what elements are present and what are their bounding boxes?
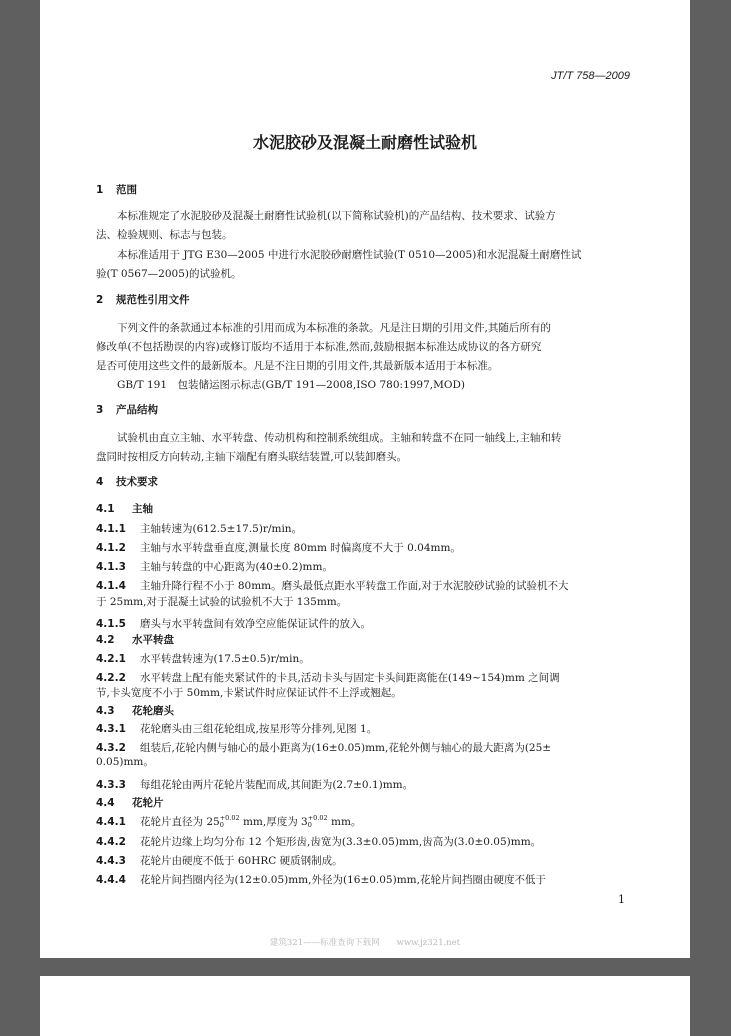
clause-4-2-1 [96, 651, 310, 666]
clause-4-4-2 [96, 834, 541, 849]
clause-number: 4.4.3 [96, 855, 126, 867]
clause-number: 4.1.5 [96, 618, 126, 630]
clause-4-4-4 [96, 872, 546, 887]
clause-4-3-2-continuation: 0.05)mm。 [96, 756, 154, 768]
clause-4-1-1 [96, 521, 302, 536]
clause-text: 花轮片直径为 25 [140, 816, 220, 828]
s1-paragraph-2-line-1: 本标准适用于 JTG E30—2005 中进行水泥胶砂耐磨性试验(T 0510—2005)和水泥混凝土耐磨性试 [117, 249, 582, 261]
clause-text: 组装后,花轮内侧与轴心的最小距离为(16±0.05)mm,花轮外侧与轴心的最大距离为(25± [140, 742, 552, 754]
section-title: 技术要求 [116, 476, 158, 488]
clause-4-1-4-continuation: 于 25mm,对于混凝土试验的试验机不大于 135mm。 [96, 596, 348, 608]
subsection-title: 水平转盘 [132, 634, 174, 646]
page-number: 1 [618, 893, 625, 906]
section-title: 产品结构 [116, 404, 158, 416]
clause-4-4-3 [96, 853, 343, 868]
clause-4-1-4 [96, 578, 568, 593]
clause-number: 4.3.2 [96, 742, 126, 754]
clause-number: 4.2.2 [96, 672, 126, 684]
section-2-heading [96, 292, 190, 307]
clause-number: 4.3.3 [96, 779, 126, 791]
section-4-heading [96, 474, 158, 489]
clause-text: 主轴升降行程不小于 80mm。磨头最低点距水平转盘工作面,对于水泥胶砂试验的试验机不大 [140, 580, 569, 592]
tolerance-upper: +0.02 [219, 814, 240, 822]
tolerance-upper: +0.02 [307, 814, 328, 822]
watermark-footer: 建筑321——标准查询下载网 www.jz321.net [269, 938, 461, 948]
section-3-heading [96, 402, 158, 417]
s2-paragraph-line-3: 是否可使用这些文件的最新版本。凡是不注日期的引用文件,其最新版本适用于本标准。 [96, 360, 499, 372]
clause-text: 花轮片由硬度不低于 60HRC 硬质钢制成。 [140, 855, 343, 867]
subsection-4-4-heading [96, 795, 164, 810]
subsection-4-1-heading [96, 501, 153, 516]
clause-number: 4.1.4 [96, 580, 126, 592]
clause-number: 4.4.1 [96, 816, 126, 828]
s1-paragraph-1-line-2: 法、检验规则、标志与包装。 [96, 229, 233, 241]
clause-text: 主轴与转盘的中心距离为(40±0.2)mm。 [140, 561, 333, 573]
clause-text: 花轮磨头由三组花轮组成,按星形等分排列,见图 1。 [140, 723, 378, 735]
clause-text: mm。 [327, 816, 362, 828]
section-title: 范围 [116, 184, 137, 196]
clause-text: 主轴转速为(612.5±17.5)r/min。 [140, 523, 303, 535]
subsection-title: 花轮片 [132, 797, 164, 809]
clause-number: 4.3.1 [96, 723, 126, 735]
document-title: 水泥胶砂及混凝土耐磨性试验机 [252, 133, 477, 152]
clause-number: 4.2.1 [96, 653, 126, 665]
subsection-number: 4.2 [96, 634, 115, 646]
subsection-title: 主轴 [132, 503, 153, 515]
clause-text: 主轴与水平转盘垂直度,测量长度 80mm 时偏离度不大于 0.04mm。 [140, 542, 461, 554]
section-number: 3 [96, 404, 104, 416]
subsection-title: 花轮磨头 [132, 705, 174, 717]
section-1-heading [96, 182, 137, 197]
clause-4-1-2 [96, 540, 461, 555]
clause-text: 花轮片间挡圈内径为(12±0.05)mm,外径为(16±0.05)mm,花轮片间挡圈由硬度不低于 [140, 874, 546, 886]
clause-text: 磨头与水平转盘间有效净空应能保证试件的放入。 [140, 618, 371, 630]
clause-4-4-1 [96, 814, 361, 829]
clause-4-3-3 [96, 777, 413, 792]
clause-number: 4.1.3 [96, 561, 126, 573]
s1-paragraph-2-line-2: 验(T 0567—2005)的试验机。 [96, 268, 242, 280]
document-page [40, 0, 690, 958]
clause-text: 水平转盘转速为(17.5±0.5)r/min。 [140, 653, 310, 665]
section-number: 4 [96, 476, 104, 488]
tolerance-lower: 0 [307, 821, 312, 829]
clause-number: 4.4.2 [96, 836, 126, 848]
clause-text: 花轮片边缘上均匀分布 12 个矩形齿,齿宽为(3.3±0.05)mm,齿高为(3.0±0.05)mm。 [140, 836, 542, 848]
next-page-edge [40, 976, 690, 1036]
section-title: 规范性引用文件 [116, 294, 190, 306]
clause-number: 4.1.1 [96, 523, 126, 535]
s1-paragraph-1-line-1: 本标准规定了水泥胶砂及混凝土耐磨性试验机(以下简称试验机)的产品结构、技术要求、试验方 [117, 210, 556, 222]
subsection-number: 4.1 [96, 503, 115, 515]
s2-paragraph-line-2: 修改单(不包括勘误的内容)或修订版均不适用于本标准,然而,鼓励根据本标准达成协议的各方研究 [96, 341, 542, 353]
subsection-number: 4.3 [96, 705, 115, 717]
clause-4-1-3 [96, 559, 333, 574]
clause-text: 每组花轮由两片花轮片装配而成,其间距为(2.7±0.1)mm。 [140, 779, 414, 791]
clause-number: 4.1.2 [96, 542, 126, 554]
subsection-4-3-heading [96, 703, 174, 718]
s2-normative-reference: GB/T 191 包装储运图示标志(GB/T 191—2008,ISO 780:1997,MOD) [117, 379, 466, 391]
clause-text: mm,厚度为 3 [239, 816, 308, 828]
clause-text: 水平转盘上配有能夹紧试件的卡具,活动卡头与固定卡头间距离能在(149~154)mm 之间调 [140, 672, 560, 684]
standard-code-header: JT/T 758—2009 [551, 70, 630, 82]
section-number: 2 [96, 294, 104, 306]
subsection-number: 4.4 [96, 797, 115, 809]
s2-paragraph-line-1: 下列文件的条款通过本标准的引用而成为本标准的条款。凡是注日期的引用文件,其随后所有的 [117, 322, 551, 334]
clause-number: 4.4.4 [96, 874, 126, 886]
subsection-4-2-heading [96, 632, 174, 647]
section-number: 1 [96, 184, 104, 196]
tolerance-lower: 0 [219, 821, 224, 829]
s3-paragraph-line-2: 盘同时按相反方向转动,主轴下端配有磨头联结装置,可以装卸磨头。 [96, 451, 408, 463]
s3-paragraph-line-1: 试验机由直立主轴、水平转盘、传动机构和控制系统组成。主轴和转盘不在同一轴线上,主轴和转 [117, 432, 562, 444]
clause-4-2-2-continuation: 节,卡头宽度不小于 50mm,卡紧试件时应保证试件不上浮或翘起。 [96, 687, 402, 699]
clause-4-1-5 [96, 616, 371, 631]
clause-4-3-1 [96, 721, 377, 736]
clause-4-3-2 [96, 740, 551, 755]
